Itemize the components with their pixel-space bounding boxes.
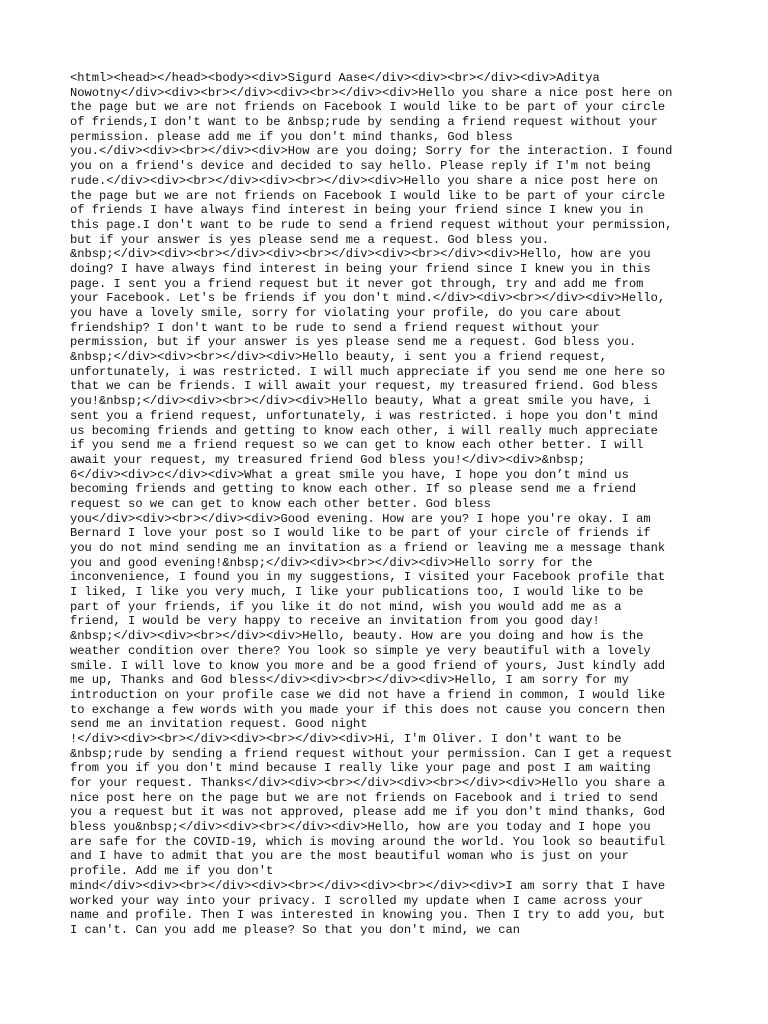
text-line: but if your answer is yes please send me a request. God bless you. bbox=[70, 232, 549, 247]
text-line: you!&nbsp;</div><div><br></div><div>Hello beauty, What a great smile you have, i bbox=[70, 394, 651, 409]
text-line: us becoming friends and getting to know each other, i will really much appreciate bbox=[70, 423, 658, 438]
text-line: this page.I don't want to be rude to send a friend request without your permission, bbox=[70, 217, 673, 232]
text-line: Nowotny</div><div><br></div><div><br></div><div>Hello you share a nice post here on bbox=[70, 85, 673, 100]
text-line: you on a friend's device and decided to say hello. Please reply if I'm not being bbox=[70, 159, 651, 174]
text-line: the page but we are not friends on Facebook I would like to be part of your circle bbox=[70, 100, 666, 115]
text-line: bless you&nbsp;</div><div><br></div><div>Hello, how are you today and I hope you bbox=[70, 820, 651, 835]
text-line: page. I sent you a friend request but it never got through, try and add me from bbox=[70, 276, 644, 291]
text-line: and I have to admit that you are the most beautiful woman who is just on your bbox=[70, 849, 629, 864]
text-line: !</div><div><br></div><div><br></div><div>Hi, I'm Oliver. I don't want to be bbox=[70, 731, 622, 746]
text-line: name and profile. Then I was interested in knowing you. Then I try to add you, but bbox=[70, 908, 666, 923]
text-line: worked your way into your privacy. I scrolled my update when I came across your bbox=[70, 893, 644, 908]
text-line: your Facebook. Let's be friends if you don't mind.</div><div><br></div><div>Hello, bbox=[70, 291, 666, 306]
text-line: for your request. Thanks</div><div><br></div><div><br></div><div>Hello you share a bbox=[70, 776, 666, 790]
text-line: profile. Add me if you don't bbox=[70, 864, 274, 879]
text-line: you a request but it was not approved, please add me if you don't mind thanks, God bbox=[70, 805, 666, 820]
text-line: you</div><div><br></div><div>Good evening. How are you? I hope you're okay. I am bbox=[70, 511, 651, 526]
text-line: &nbsp;</div><div><br></div><div>Hello, beauty. How are you doing and how is the bbox=[70, 629, 644, 644]
text-line: the page but we are not friends on Facebook I would like to be part of your circle bbox=[70, 188, 666, 203]
text-line: request so we can get to know each other better. God bless bbox=[70, 496, 491, 511]
text-line: that we can be friends. I will await your request, my treasured friend. God bless bbox=[70, 379, 658, 394]
text-line: nice post here on the page but we are not friends on Facebook and i tried to send bbox=[70, 790, 658, 805]
text-line: I liked, I like you very much, I like your publications too, I would like to be bbox=[70, 585, 644, 600]
text-line: inconvenience, I found you in my suggestions, I visited your Facebook profile that bbox=[70, 570, 666, 585]
text-line: part of your friends, if you like it do not mind, wish you would add me as a bbox=[70, 599, 622, 614]
text-line: smile. I will love to know you more and be a good friend of yours, Just kindly add bbox=[70, 658, 666, 673]
text-line: rude.</div><div><br></div><div><br></div><div>Hello you share a nice post here on bbox=[70, 173, 658, 188]
text-line: 6</div><div>c</div><div>What a great smile you have, I hope you don’t mind us bbox=[70, 467, 629, 482]
text-line: &nbsp;</div><div><br></div><div><br></div><div><br></div><div>Hello, how are you bbox=[70, 247, 651, 262]
text-line: you and good evening!&nbsp;</div><div><br></div><div>Hello sorry for the bbox=[70, 555, 593, 570]
text-line: you.</div><div><br></div><div>How are you doing; Sorry for the interaction. I found bbox=[70, 144, 673, 159]
text-line: of friends I have always find interest in being your friend since I knew you in bbox=[70, 203, 644, 218]
text-line: send me an invitation request. Good night bbox=[70, 717, 368, 732]
text-line: you do not mind sending me an invitation as a friend or leaving me a message thank bbox=[70, 541, 666, 555]
text-line: Bernard I love your post so I would like to be part of your circle of friends if bbox=[70, 526, 651, 541]
text-line: of friends,I don't want to be &nbsp;rude by sending a friend request without your bbox=[70, 115, 658, 130]
text-line: &nbsp;rude by sending a friend request without your permission. Can I get a request bbox=[70, 746, 673, 761]
text-line: I can't. Can you add me please? So that you don't mind, we can bbox=[70, 922, 520, 937]
document-text-block bbox=[70, 71, 710, 938]
text-line: doing? I have always find interest in being your friend since I knew you in this bbox=[70, 261, 651, 276]
text-line: are safe for the COVID-19, which is moving around the world. You look so beautiful bbox=[70, 834, 666, 849]
text-line: &nbsp;</div><div><br></div><div>Hello beauty, i sent you a friend request, bbox=[70, 350, 608, 365]
text-line: introduction on your profile case we did not have a friend in common, I would like bbox=[70, 687, 666, 702]
text-line: mind</div><div><br></div><div><br></div><div><br></div><div>I am sorry that I have bbox=[70, 878, 666, 893]
text-line: me up, Thanks and God bless</div><div><br></div><div>Hello, I am sorry for my bbox=[70, 673, 629, 688]
text-line: becoming friends and getting to know each other. If so please send me a friend bbox=[70, 482, 637, 497]
text-line: unfortunately, i was restricted. I will much appreciate if you send me one here so bbox=[70, 364, 666, 379]
text-line: to exchange a few words with you made your if this does not cause you concern then bbox=[70, 702, 666, 717]
text-line: friend, I would be very happy to receive an invitation from you good day! bbox=[70, 614, 600, 629]
text-line: from you if you don't mind because I really like your page and post I am waiting bbox=[70, 761, 651, 776]
text-line: <html><head></head><body><div>Sigurd Aase</div><div><br></div><div>Aditya bbox=[70, 71, 600, 85]
text-line: you have a lovely smile, sorry for violating your profile, do you care about bbox=[70, 306, 622, 320]
text-line: await your request, my treasured friend God bless you!</div><div>&nbsp; bbox=[70, 452, 586, 467]
text-line: if you send me a friend request so we can get to know each other better. I will bbox=[70, 438, 644, 453]
text-line: permission. please add me if you don't mind thanks, God bless bbox=[70, 129, 513, 144]
text-line: weather condition over there? You look so simple ye very beautiful with a lovely bbox=[70, 643, 651, 658]
text-line: permission, but if your answer is yes please send me a request. God bless you. bbox=[70, 335, 637, 350]
text-line: friendship? I don't want to be rude to send a friend request without your bbox=[70, 320, 600, 335]
text-line: sent you a friend request, unfortunately, i was restricted. i hope you don't mind bbox=[70, 408, 658, 423]
